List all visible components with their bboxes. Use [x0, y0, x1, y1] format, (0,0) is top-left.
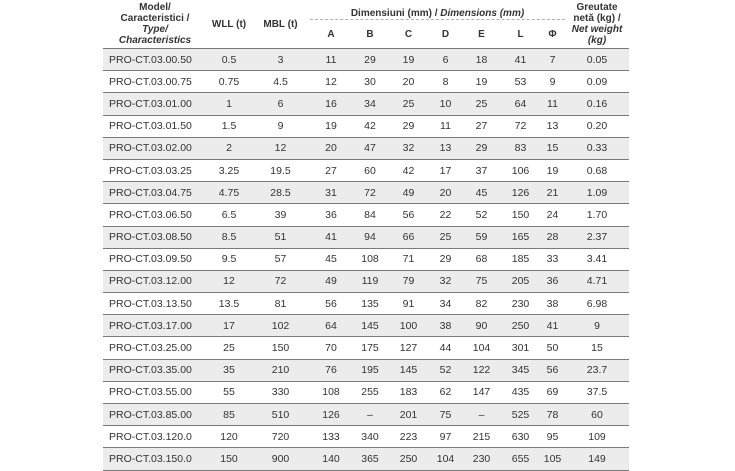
- cell-b: 30: [352, 71, 388, 93]
- cell-weight: 1.70: [565, 204, 629, 226]
- table-row: [103, 115, 629, 137]
- cell-b: 60: [352, 159, 388, 181]
- cell-l: 655: [501, 448, 540, 470]
- wll-column-header: WLL (t): [211, 18, 247, 30]
- cell-d: 17: [429, 159, 462, 181]
- dim-l-header: L: [517, 29, 524, 40]
- cell-e: 82: [462, 293, 501, 315]
- cell-l: 41: [501, 49, 540, 71]
- cell-c: 19: [388, 49, 429, 71]
- cell-e: 230: [462, 448, 501, 470]
- mbl-column-header: MBL (t): [263, 18, 298, 30]
- cell-mbl: 19.5: [251, 159, 310, 181]
- cell-a: 31: [310, 182, 352, 204]
- cell-e: 45: [462, 182, 501, 204]
- table-row: [103, 315, 629, 337]
- cell-l: 126: [501, 182, 540, 204]
- cell-model: PRO-CT.03.01.50: [103, 115, 207, 137]
- spec-table: [103, 0, 629, 471]
- cell-a: 41: [310, 226, 352, 248]
- cell-e: 75: [462, 270, 501, 292]
- cell-weight: 60: [565, 404, 629, 426]
- cell-model: PRO-CT.03.00.50: [103, 49, 207, 71]
- cell-d: 62: [429, 381, 462, 403]
- cell-mbl: 210: [251, 359, 310, 381]
- cell-l: 106: [501, 159, 540, 181]
- cell-phi: 50: [540, 337, 565, 359]
- cell-mbl: 57: [251, 248, 310, 270]
- cell-e: 215: [462, 426, 501, 448]
- cell-c: 183: [388, 381, 429, 403]
- cell-mbl: 12: [251, 137, 310, 159]
- cell-phi: 33: [540, 248, 565, 270]
- cell-b: 119: [352, 270, 388, 292]
- cell-weight: 109: [565, 426, 629, 448]
- cell-mbl: 28.5: [251, 182, 310, 204]
- cell-mbl: 900: [251, 448, 310, 470]
- cell-weight: 1.09: [565, 182, 629, 204]
- cell-weight: 4.71: [565, 270, 629, 292]
- weight-header-line4: (kg): [587, 35, 607, 46]
- cell-phi: 41: [540, 315, 565, 337]
- cell-mbl: 9: [251, 115, 310, 137]
- cell-mbl: 510: [251, 404, 310, 426]
- table-header: [103, 0, 629, 49]
- table-row: [103, 93, 629, 115]
- cell-a: 70: [310, 337, 352, 359]
- cell-b: –: [352, 404, 388, 426]
- cell-b: 72: [352, 182, 388, 204]
- cell-mbl: 81: [251, 293, 310, 315]
- cell-phi: 69: [540, 381, 565, 403]
- cell-l: 53: [501, 71, 540, 93]
- cell-weight: 3.41: [565, 248, 629, 270]
- cell-c: 56: [388, 204, 429, 226]
- cell-d: 29: [429, 248, 462, 270]
- table-row: [103, 182, 629, 204]
- table-row: [103, 404, 629, 426]
- cell-b: 175: [352, 337, 388, 359]
- cell-a: 12: [310, 71, 352, 93]
- table-row: [103, 49, 629, 71]
- cell-e: 122: [462, 359, 501, 381]
- cell-b: 365: [352, 448, 388, 470]
- table-row: [103, 137, 629, 159]
- spec-table-container: [103, 0, 629, 471]
- cell-model: PRO-CT.03.00.75: [103, 71, 207, 93]
- cell-weight: 0.33: [565, 137, 629, 159]
- cell-c: 29: [388, 115, 429, 137]
- cell-weight: 15: [565, 337, 629, 359]
- cell-wll: 8.5: [207, 226, 251, 248]
- cell-model: PRO-CT.03.55.00: [103, 381, 207, 403]
- cell-c: 145: [388, 359, 429, 381]
- cell-phi: 105: [540, 448, 565, 470]
- cell-mbl: 3: [251, 49, 310, 71]
- cell-a: 19: [310, 115, 352, 137]
- dim-e-header: E: [478, 29, 485, 40]
- cell-c: 223: [388, 426, 429, 448]
- cell-d: 6: [429, 49, 462, 71]
- cell-wll: 9.5: [207, 248, 251, 270]
- cell-e: 18: [462, 49, 501, 71]
- cell-b: 42: [352, 115, 388, 137]
- cell-weight: 6.98: [565, 293, 629, 315]
- cell-phi: 24: [540, 204, 565, 226]
- cell-d: 10: [429, 93, 462, 115]
- cell-a: 16: [310, 93, 352, 115]
- cell-model: PRO-CT.03.03.25: [103, 159, 207, 181]
- cell-a: 56: [310, 293, 352, 315]
- cell-e: 37: [462, 159, 501, 181]
- cell-wll: 6.5: [207, 204, 251, 226]
- cell-model: PRO-CT.03.35.00: [103, 359, 207, 381]
- cell-d: 22: [429, 204, 462, 226]
- cell-e: 147: [462, 381, 501, 403]
- cell-weight: 0.68: [565, 159, 629, 181]
- cell-phi: 28: [540, 226, 565, 248]
- cell-phi: 15: [540, 137, 565, 159]
- cell-d: 13: [429, 137, 462, 159]
- cell-c: 49: [388, 182, 429, 204]
- cell-wll: 12: [207, 270, 251, 292]
- cell-l: 83: [501, 137, 540, 159]
- table-row: [103, 71, 629, 93]
- cell-b: 94: [352, 226, 388, 248]
- cell-d: 11: [429, 115, 462, 137]
- cell-weight: 37.5: [565, 381, 629, 403]
- cell-phi: 19: [540, 159, 565, 181]
- cell-c: 79: [388, 270, 429, 292]
- model-header-line3: Type/: [142, 24, 168, 35]
- cell-d: 44: [429, 337, 462, 359]
- cell-d: 20: [429, 182, 462, 204]
- cell-wll: 4.75: [207, 182, 251, 204]
- table-row: [103, 270, 629, 292]
- cell-b: 84: [352, 204, 388, 226]
- cell-phi: 95: [540, 426, 565, 448]
- cell-e: 19: [462, 71, 501, 93]
- cell-weight: 0.20: [565, 115, 629, 137]
- cell-phi: 36: [540, 270, 565, 292]
- cell-l: 165: [501, 226, 540, 248]
- cell-c: 91: [388, 293, 429, 315]
- cell-model: PRO-CT.03.12.00: [103, 270, 207, 292]
- cell-e: 25: [462, 93, 501, 115]
- cell-model: PRO-CT.03.08.50: [103, 226, 207, 248]
- cell-c: 25: [388, 93, 429, 115]
- cell-a: 64: [310, 315, 352, 337]
- cell-mbl: 72: [251, 270, 310, 292]
- cell-l: 630: [501, 426, 540, 448]
- dimensions-label-ro: Dimensiuni (mm) /: [350, 8, 441, 19]
- cell-l: 150: [501, 204, 540, 226]
- cell-d: 8: [429, 71, 462, 93]
- cell-phi: 13: [540, 115, 565, 137]
- cell-d: 32: [429, 270, 462, 292]
- model-header-line1: Model/: [139, 2, 171, 13]
- table-row: [103, 226, 629, 248]
- cell-wll: 2: [207, 137, 251, 159]
- cell-e: 59: [462, 226, 501, 248]
- table-row: [103, 448, 629, 470]
- cell-a: 108: [310, 381, 352, 403]
- cell-model: PRO-CT.03.09.50: [103, 248, 207, 270]
- cell-phi: 78: [540, 404, 565, 426]
- table-row: [103, 293, 629, 315]
- cell-c: 100: [388, 315, 429, 337]
- cell-a: 126: [310, 404, 352, 426]
- weight-header-line1: Greutate: [576, 2, 618, 13]
- cell-wll: 3.25: [207, 159, 251, 181]
- cell-c: 32: [388, 137, 429, 159]
- cell-mbl: 720: [251, 426, 310, 448]
- cell-c: 71: [388, 248, 429, 270]
- cell-l: 250: [501, 315, 540, 337]
- cell-c: 42: [388, 159, 429, 181]
- cell-b: 34: [352, 93, 388, 115]
- cell-l: 525: [501, 404, 540, 426]
- cell-c: 20: [388, 71, 429, 93]
- cell-model: PRO-CT.03.25.00: [103, 337, 207, 359]
- cell-d: 97: [429, 426, 462, 448]
- cell-a: 36: [310, 204, 352, 226]
- cell-mbl: 51: [251, 226, 310, 248]
- cell-e: 27: [462, 115, 501, 137]
- cell-mbl: 150: [251, 337, 310, 359]
- cell-l: 301: [501, 337, 540, 359]
- cell-model: PRO-CT.03.17.00: [103, 315, 207, 337]
- table-row: [103, 159, 629, 181]
- cell-model: PRO-CT.03.01.00: [103, 93, 207, 115]
- cell-c: 127: [388, 337, 429, 359]
- cell-l: 345: [501, 359, 540, 381]
- cell-a: 140: [310, 448, 352, 470]
- cell-c: 66: [388, 226, 429, 248]
- cell-a: 45: [310, 248, 352, 270]
- cell-b: 145: [352, 315, 388, 337]
- cell-e: 104: [462, 337, 501, 359]
- cell-wll: 1.5: [207, 115, 251, 137]
- table-row: [103, 426, 629, 448]
- dim-c-header: C: [404, 29, 413, 40]
- cell-wll: 1: [207, 93, 251, 115]
- cell-mbl: 4.5: [251, 71, 310, 93]
- cell-weight: 2.37: [565, 226, 629, 248]
- cell-l: 205: [501, 270, 540, 292]
- cell-wll: 0.75: [207, 71, 251, 93]
- cell-l: 185: [501, 248, 540, 270]
- cell-phi: 21: [540, 182, 565, 204]
- cell-c: 250: [388, 448, 429, 470]
- cell-d: 34: [429, 293, 462, 315]
- weight-header-line3: Net weight: [571, 24, 623, 35]
- cell-a: 76: [310, 359, 352, 381]
- cell-model: PRO-CT.03.04.75: [103, 182, 207, 204]
- cell-model: PRO-CT.03.85.00: [103, 404, 207, 426]
- weight-header-line2: netă (kg) /: [573, 13, 621, 24]
- cell-weight: 9: [565, 315, 629, 337]
- cell-wll: 35: [207, 359, 251, 381]
- cell-model: PRO-CT.03.150.0: [103, 448, 207, 470]
- cell-weight: 149: [565, 448, 629, 470]
- cell-e: 29: [462, 137, 501, 159]
- cell-l: 230: [501, 293, 540, 315]
- cell-c: 201: [388, 404, 429, 426]
- table-row: [103, 337, 629, 359]
- cell-phi: 38: [540, 293, 565, 315]
- cell-b: 108: [352, 248, 388, 270]
- cell-phi: 11: [540, 93, 565, 115]
- model-header-line2: Caracteristici /: [120, 13, 190, 24]
- cell-d: 104: [429, 448, 462, 470]
- cell-d: 75: [429, 404, 462, 426]
- cell-b: 255: [352, 381, 388, 403]
- cell-model: PRO-CT.03.13.50: [103, 293, 207, 315]
- cell-mbl: 39: [251, 204, 310, 226]
- cell-wll: 13.5: [207, 293, 251, 315]
- cell-mbl: 102: [251, 315, 310, 337]
- cell-l: 72: [501, 115, 540, 137]
- table-row: [103, 359, 629, 381]
- cell-wll: 120: [207, 426, 251, 448]
- model-header-line4: Characteristics: [118, 35, 192, 46]
- model-column-header: [103, 0, 207, 49]
- cell-b: 195: [352, 359, 388, 381]
- cell-phi: 9: [540, 71, 565, 93]
- cell-phi: 7: [540, 49, 565, 71]
- cell-wll: 85: [207, 404, 251, 426]
- cell-l: 435: [501, 381, 540, 403]
- table-row: [103, 248, 629, 270]
- cell-d: 25: [429, 226, 462, 248]
- cell-b: 340: [352, 426, 388, 448]
- cell-e: –: [462, 404, 501, 426]
- cell-weight: 23.7: [565, 359, 629, 381]
- dim-d-header: D: [441, 29, 450, 40]
- cell-wll: 17: [207, 315, 251, 337]
- cell-b: 135: [352, 293, 388, 315]
- cell-e: 52: [462, 204, 501, 226]
- dim-a-header: A: [327, 29, 335, 40]
- cell-d: 52: [429, 359, 462, 381]
- table-body: [103, 49, 629, 471]
- cell-model: PRO-CT.03.120.0: [103, 426, 207, 448]
- table-row: [103, 381, 629, 403]
- cell-a: 27: [310, 159, 352, 181]
- cell-weight: 0.16: [565, 93, 629, 115]
- weight-column-header: [565, 0, 629, 49]
- dimensions-header-text: [310, 8, 565, 20]
- cell-wll: 25: [207, 337, 251, 359]
- cell-b: 29: [352, 49, 388, 71]
- cell-b: 47: [352, 137, 388, 159]
- cell-wll: 0.5: [207, 49, 251, 71]
- cell-e: 90: [462, 315, 501, 337]
- cell-wll: 150: [207, 448, 251, 470]
- dim-b-header: B: [366, 29, 374, 40]
- cell-a: 133: [310, 426, 352, 448]
- cell-a: 49: [310, 270, 352, 292]
- cell-mbl: 330: [251, 381, 310, 403]
- cell-a: 20: [310, 137, 352, 159]
- cell-weight: 0.05: [565, 49, 629, 71]
- cell-wll: 55: [207, 381, 251, 403]
- cell-d: 38: [429, 315, 462, 337]
- cell-e: 68: [462, 248, 501, 270]
- cell-a: 11: [310, 49, 352, 71]
- cell-weight: 0.09: [565, 71, 629, 93]
- dim-phi-header: Φ: [548, 29, 557, 40]
- cell-model: PRO-CT.03.02.00: [103, 137, 207, 159]
- dimensions-label-en: Dimensions (mm): [440, 8, 525, 19]
- cell-l: 64: [501, 93, 540, 115]
- table-row: [103, 204, 629, 226]
- dimensions-group-header: [310, 0, 565, 21]
- cell-model: PRO-CT.03.06.50: [103, 204, 207, 226]
- cell-mbl: 6: [251, 93, 310, 115]
- cell-phi: 56: [540, 359, 565, 381]
